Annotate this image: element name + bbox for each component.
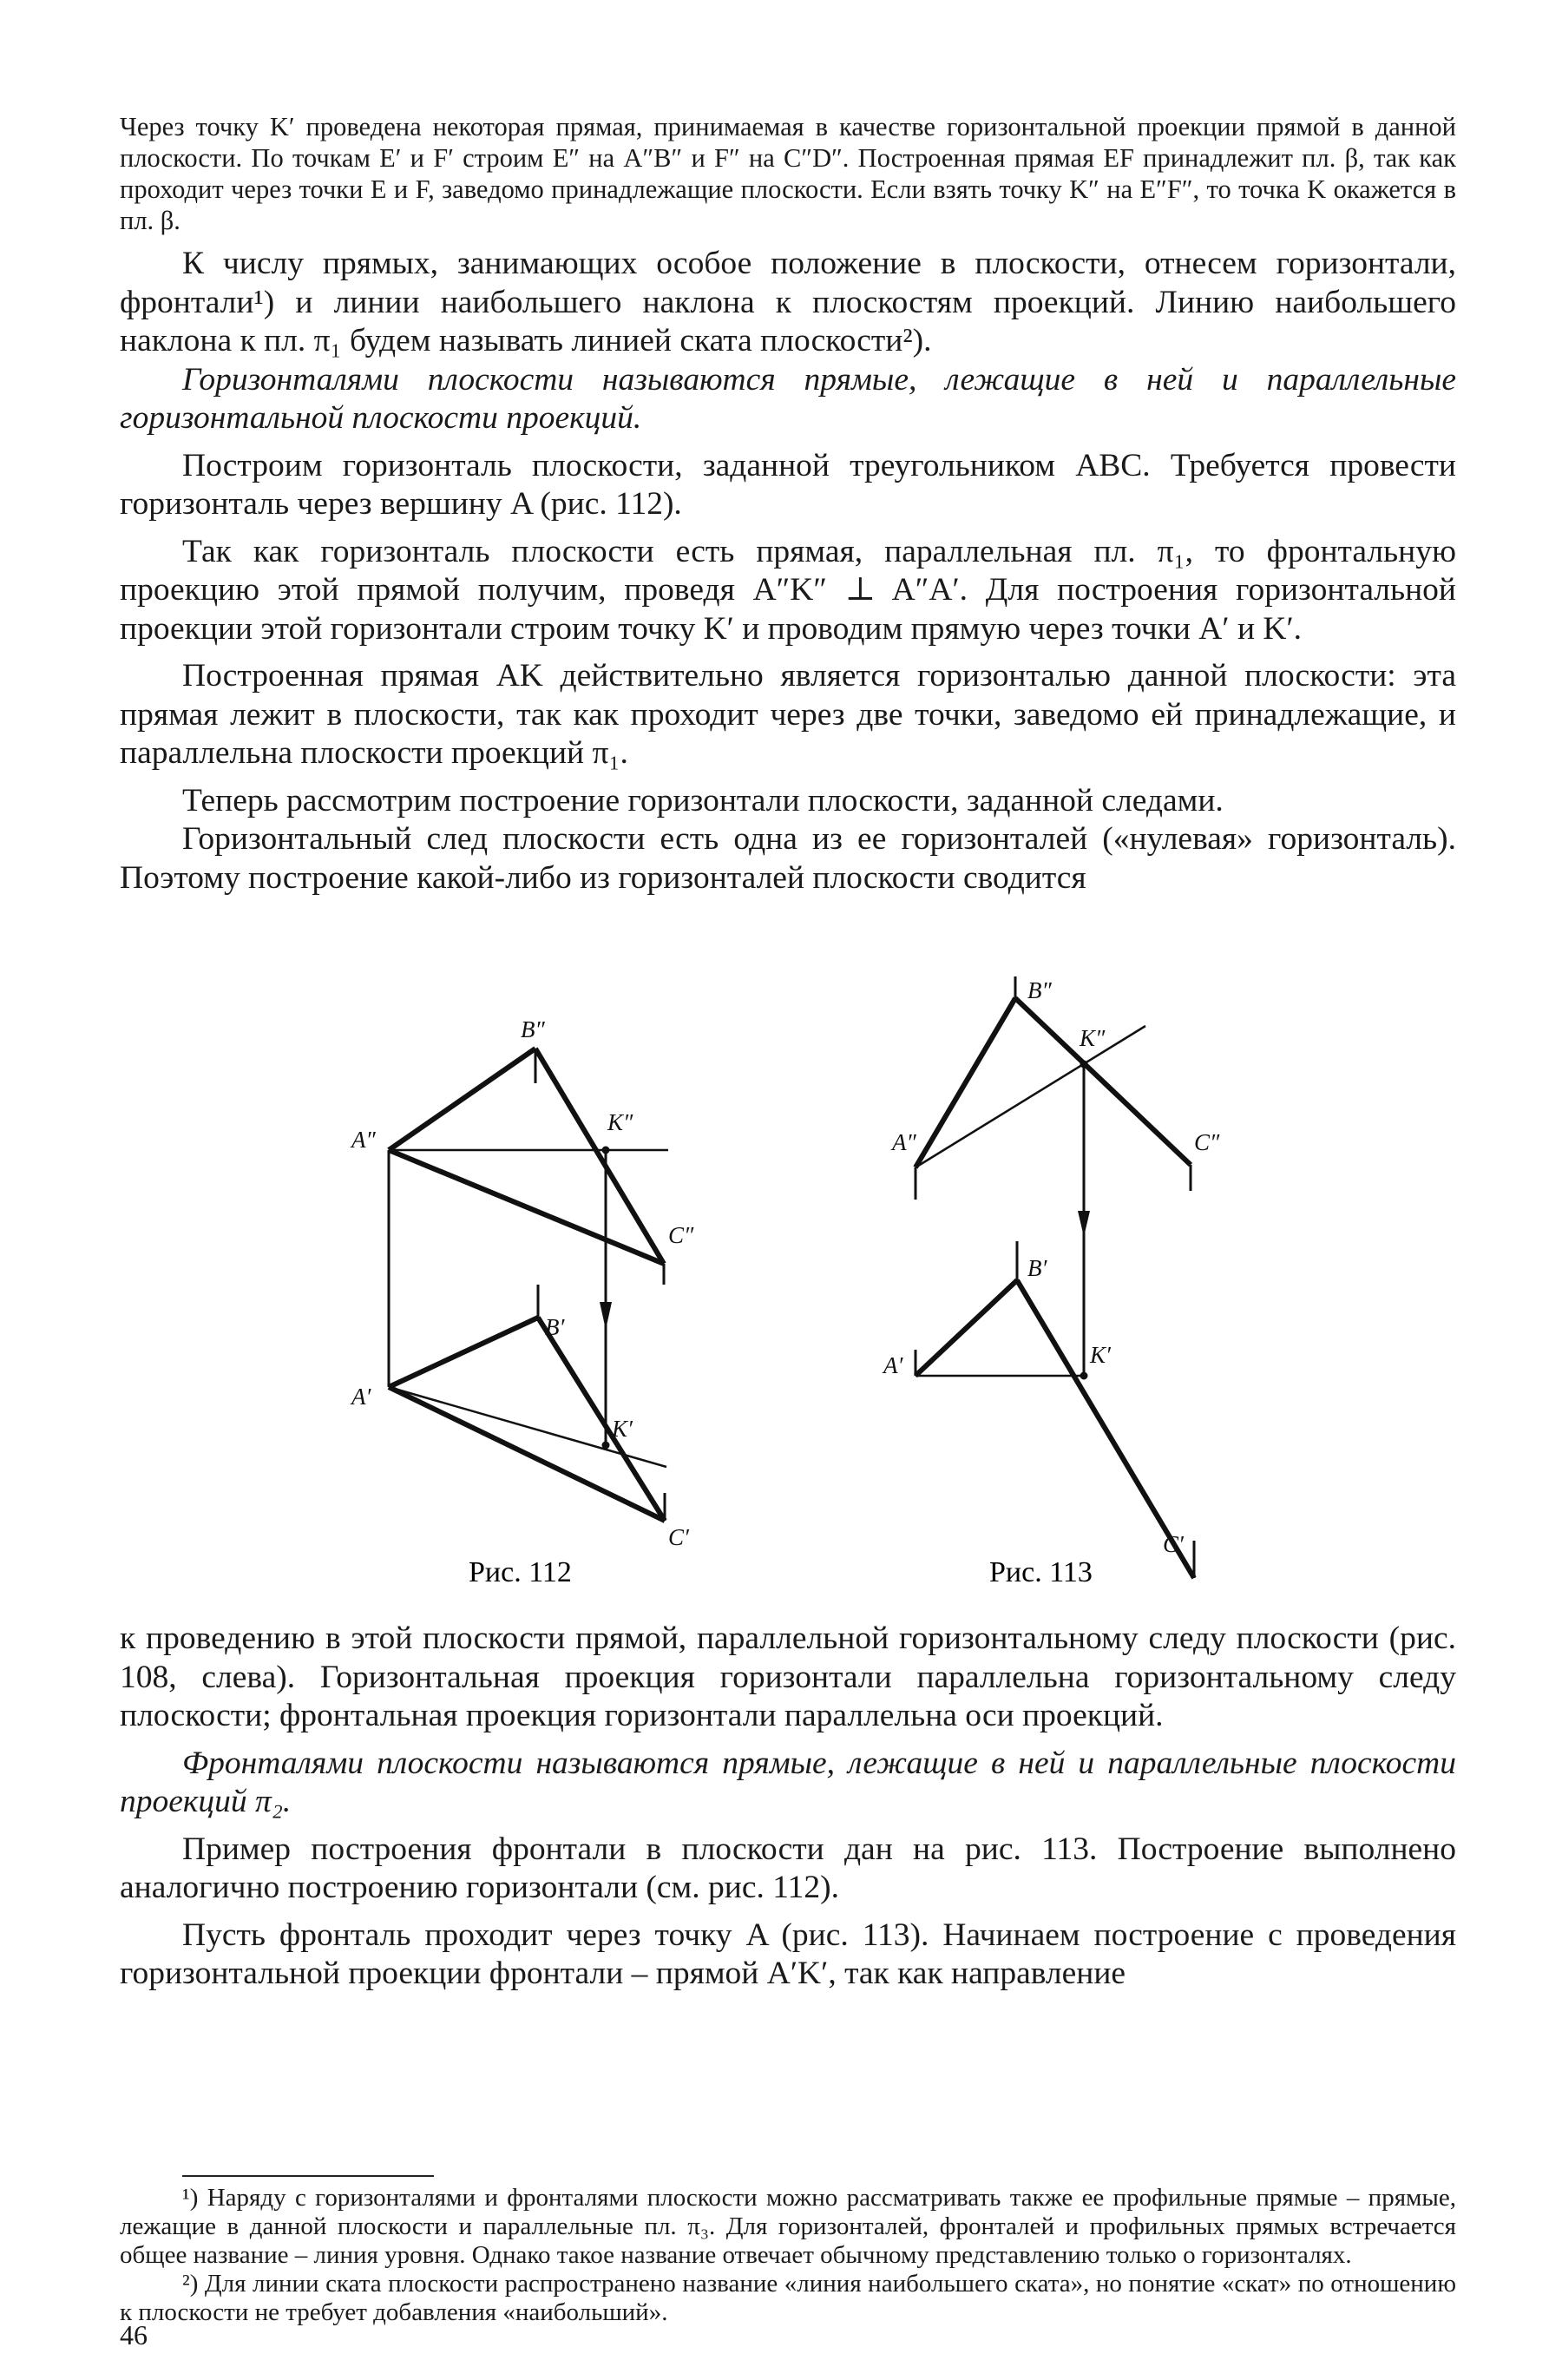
fig113-frontal-line — [916, 1026, 1145, 1167]
paragraph: К числу прямых, занимающих особое положение в плоскости, отнесем горизонтали, фронтали¹) и линии наибольшего наклона к плоскостям проекций. Линию наибольшего наклона к пл. π₁ будем называть линией ската плоскости²). — [120, 246, 1456, 358]
paragraph: Через точку K′ проведена некоторая прямая, принимаемая в качестве горизонтальной проекции прямой в данной плоскости. По точкам E′ и F′ строим E″ на A″B″ и F″ на C″D″. Построенная прямая EF принадлежит пл. β, так как проходит через точки E и F, заведомо принадлежащие плоскости. Если взять точку K″ на E″F″, то точка K окажется в пл. β. — [120, 112, 1456, 235]
footnote: ²) Для линии ската плоскости распространено название «линия наибольшего ската», но понятие «скат» по отношению к плоскости не требует добавления «наибольший». — [120, 2270, 1456, 2326]
fig113-point-k2 — [1080, 1061, 1087, 1068]
fig113-edge-b2c2 — [1015, 998, 1191, 1165]
footnotes — [120, 2184, 1456, 2327]
figure-113-labels — [882, 977, 1220, 1588]
fig112-label-c2: C″ — [668, 1222, 694, 1248]
fig113-label-k2: K″ — [1080, 1025, 1106, 1051]
definition-horizontals: Горизонталями плоскости называются прямые, лежащие в ней и параллельные горизонтальной плоскости проекций. — [120, 361, 1456, 436]
fig112-arrow — [600, 1302, 612, 1330]
paragraph: Пример построения фронтали в плоскости дан на рис. 113. Построение выполнено аналогично построению горизонтали (см. рис. 112). — [120, 1831, 1456, 1905]
fig113-edge-a1b1 — [916, 1280, 1017, 1376]
fig113-arrow — [1078, 1211, 1090, 1237]
fig113-label-a2: A″ — [892, 1129, 916, 1155]
fig112-label-a1: A′ — [351, 1384, 371, 1410]
paragraph: Теперь рассмотрим построение горизонтали плоскости, заданной следами. — [182, 782, 1224, 819]
bottom-text-block — [120, 1620, 1456, 1994]
paragraph: Пусть фронталь проходит через точку A (рис. 113). Начинаем построение с проведения горизонтальной проекции фронтали – прямой A′K′, так как направление — [120, 1916, 1456, 1991]
page-number: 46 — [120, 2319, 148, 2350]
fig113-label-k1: K′ — [1090, 1342, 1111, 1368]
fig113-caption: Рис. 113 — [989, 1556, 1093, 1588]
fig112-label-k1: K′ — [612, 1416, 633, 1442]
fig113-label-a1: A′ — [883, 1352, 903, 1378]
footnote-divider — [182, 2175, 434, 2177]
fig112-label-c1: C′ — [668, 1524, 689, 1550]
fig112-edge-b2c2 — [535, 1049, 664, 1264]
figure-113 — [916, 976, 1194, 1578]
fig113-label-c2: C″ — [1194, 1129, 1220, 1155]
fig113-label-b2: B″ — [1027, 977, 1052, 1003]
fig112-point-k1 — [602, 1442, 609, 1449]
fig112-edge-a1b1 — [389, 1318, 538, 1387]
fig112-label-b1: B′ — [545, 1314, 565, 1340]
definition-frontals: Фронталями плоскости называются прямые, лежащие в ней и параллельные плоскости проекций π₂. — [120, 1745, 1456, 1819]
fig113-edge-a2b2 — [916, 998, 1015, 1167]
paragraph: Построим горизонталь плоскости, заданной треугольником ABC. Требуется провести горизонталь через вершину A (рис. 112). — [120, 447, 1456, 522]
fig112-label-b2: B″ — [521, 1016, 545, 1042]
fig112-point-k2 — [602, 1147, 609, 1154]
fig113-point-k1 — [1080, 1372, 1087, 1379]
fig112-caption: Рис. 112 — [469, 1556, 572, 1588]
fig112-label-k2: K″ — [607, 1109, 633, 1135]
paragraph: Построенная прямая AK действительно является горизонталью данной плоскости: эта прямая лежит в плоскости, так как проходит через две точки, заведомо ей принадлежащие, и параллельна плоскости проекций π₁. — [120, 658, 1456, 771]
paragraph: Так как горизонталь плоскости есть прямая, параллельная пл. π₁, то фронтальную проекцию этой прямой получим, проведя A″K″ ⊥ A″A′. Для построения горизонтальной проекции этой горизонтали строим точку K′ и проводим прямую через точки A′ и K′. — [120, 533, 1456, 647]
paragraph: к проведению в этой плоскости прямой, параллельной горизонтальному следу плоскости (рис. 108, слева). Горизонтальная проекция горизонтали параллельна горизонтальному следу плоскости; фронтальная проекция горизонтали параллельна оси проекций. — [120, 1621, 1456, 1733]
fig113-label-c1: C′ — [1163, 1531, 1184, 1557]
paragraph: Горизонтальный след плоскости есть одна из ее горизонталей («нулевая» горизонталь). Поэтому построение какой-либо из горизонталей плоскости сводится — [120, 821, 1456, 896]
fig112-edge-a2b2 — [389, 1049, 535, 1150]
fig112-label-a2: A″ — [351, 1127, 376, 1153]
figure-112-labels — [350, 1016, 694, 1588]
footnote: ¹) Наряду с горизонталями и фронталями плоскости можно рассматривать также ее профильные прямые – прямые, лежащие в данной плоскости и параллельные пл. π₃. Для горизонталей, фронталей и профильных прямых встречается общее название – линия уровня. Однако такое название отвечает обычному представлению только о горизонталях. — [120, 2184, 1456, 2269]
fig112-edge-a2c2 — [389, 1150, 664, 1264]
fig113-label-b1: B′ — [1027, 1255, 1047, 1281]
